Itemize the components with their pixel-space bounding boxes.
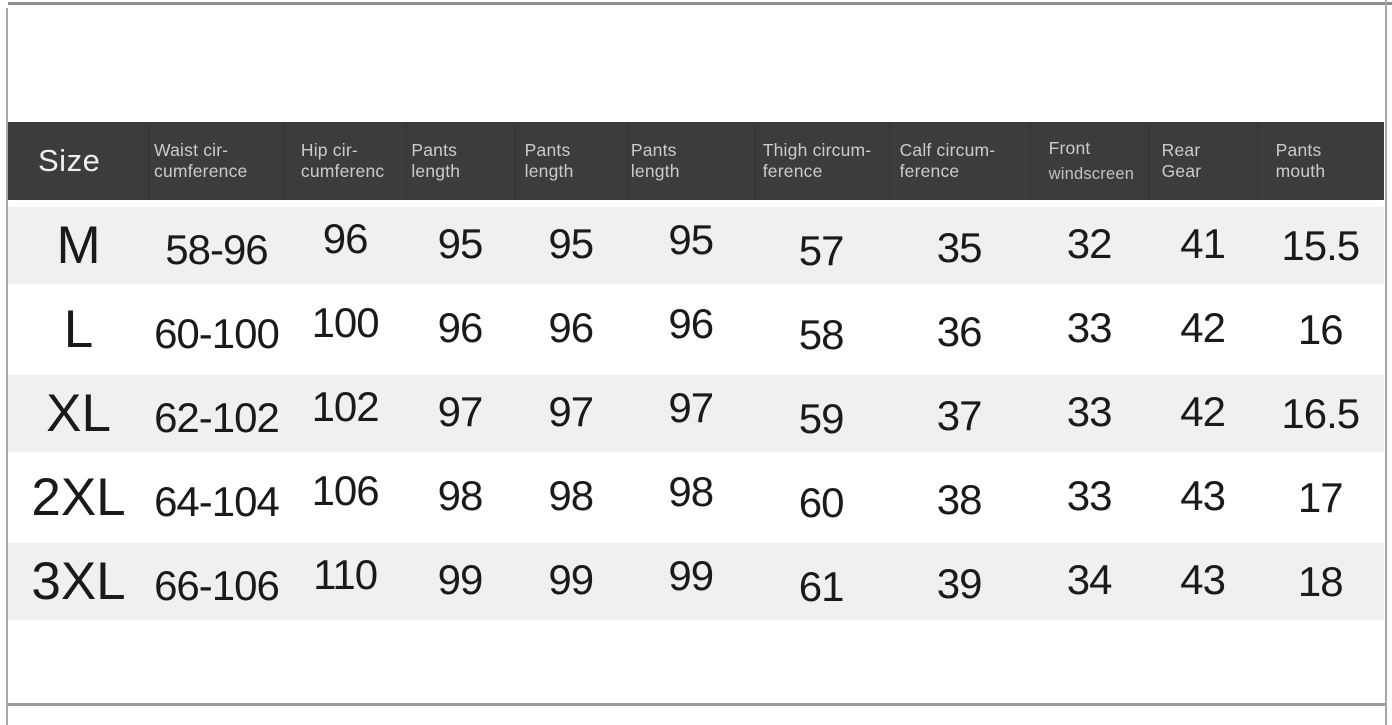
row-size-label: M [56, 216, 101, 275]
header-rear-gear [1149, 122, 1257, 200]
table-row-3xl [8, 543, 1384, 620]
header-thigh-circumference [754, 122, 889, 200]
table-row-m [8, 207, 1384, 284]
cell-waist: 60-100 [154, 309, 279, 357]
cell-pants-mouth: 16.5 [1281, 389, 1360, 437]
cell-pants-length-3: 99 [668, 551, 714, 599]
header-line: mouth [1275, 161, 1326, 181]
cell-thigh: 61 [798, 562, 844, 610]
cell-calf: 39 [936, 559, 982, 607]
row-size-label: 3XL [31, 552, 126, 611]
cell-hip: 106 [311, 466, 379, 514]
cell-rear-gear: 43 [1180, 471, 1225, 519]
top-border-line [8, 2, 1392, 5]
cell-front-windscreen: 33 [1066, 303, 1112, 351]
header-line: ference [762, 161, 823, 181]
cell-pants-mouth: 16 [1297, 305, 1343, 353]
cell-waist: 64-104 [154, 477, 279, 525]
table-header-row [8, 122, 1384, 200]
row-size-label: L [63, 300, 94, 359]
cell-waist: 66-106 [154, 561, 279, 609]
header-size [8, 122, 149, 200]
header-calf-circumference [889, 122, 1030, 200]
cell-pants-length-3: 96 [668, 299, 714, 347]
header-line: Thigh circum- [762, 139, 872, 160]
cell-pants-mouth: 17 [1297, 473, 1343, 521]
header-line: Gear [1161, 161, 1202, 181]
cell-pants-length-2: 98 [548, 471, 594, 519]
cell-hip: 100 [311, 298, 379, 346]
header-pants-length-3 [628, 122, 754, 200]
cell-calf: 36 [936, 307, 982, 355]
header-line: Pants [1275, 139, 1322, 160]
table-row-2xl [8, 459, 1384, 536]
header-line: length [630, 161, 680, 181]
cell-rear-gear: 41 [1180, 219, 1225, 267]
header-line: windscreen [1048, 165, 1135, 184]
header-size-label: Size [38, 143, 101, 179]
cell-pants-length-2: 99 [548, 555, 594, 603]
cell-calf: 35 [936, 223, 982, 271]
row-size-label: 2XL [31, 468, 126, 527]
cell-hip: 110 [313, 550, 378, 598]
cell-pants-length-1: 95 [437, 219, 483, 267]
cell-front-windscreen: 33 [1066, 471, 1112, 519]
cell-front-windscreen: 33 [1066, 387, 1112, 435]
cell-pants-length-2: 95 [548, 219, 594, 267]
cell-pants-length-2: 96 [548, 303, 594, 351]
cell-pants-length-3: 98 [668, 467, 714, 515]
header-line: cumference [154, 161, 248, 181]
cell-hip: 96 [322, 214, 368, 262]
header-waist-circumference [149, 122, 284, 200]
cell-pants-length-1: 97 [437, 387, 483, 435]
cell-pants-length-1: 96 [437, 303, 483, 351]
header-pants-length-1 [406, 122, 513, 200]
cell-pants-mouth: 15.5 [1281, 221, 1360, 269]
cell-pants-length-3: 95 [668, 215, 714, 263]
header-front-windscreen [1030, 122, 1149, 200]
cell-pants-length-3: 97 [668, 383, 714, 431]
header-line: Calf circum- [899, 139, 996, 160]
cell-pants-mouth: 18 [1297, 557, 1343, 605]
table-row-l [8, 291, 1384, 368]
header-line: cumferenc [300, 161, 385, 181]
header-line: Pants [411, 139, 458, 160]
cell-rear-gear: 43 [1180, 555, 1225, 603]
header-line: Pants [630, 139, 677, 160]
header-line: ference [899, 161, 960, 181]
cell-calf: 38 [936, 475, 982, 523]
cell-thigh: 58 [798, 310, 844, 358]
header-line: Pants [524, 139, 571, 160]
cell-pants-length-1: 98 [437, 471, 483, 519]
cell-calf: 37 [936, 391, 982, 439]
cell-pants-length-1: 99 [437, 555, 483, 603]
cell-thigh: 59 [798, 394, 844, 442]
cell-rear-gear: 42 [1180, 387, 1225, 435]
header-pants-mouth [1257, 122, 1384, 200]
cell-waist: 58-96 [165, 225, 268, 273]
size-chart-table [8, 122, 1384, 627]
header-line: Front [1048, 137, 1091, 158]
header-line: length [524, 161, 574, 181]
cell-front-windscreen: 34 [1066, 555, 1112, 603]
cell-waist: 62-102 [154, 393, 279, 441]
cell-thigh: 57 [798, 226, 844, 274]
header-line: length [411, 161, 461, 181]
header-hip-circumference [284, 122, 406, 200]
header-line: Rear [1161, 139, 1201, 160]
bottom-border-line [8, 703, 1385, 706]
header-pants-length-2 [514, 122, 628, 200]
table-row-xl [8, 375, 1384, 452]
cell-rear-gear: 42 [1180, 303, 1225, 351]
cell-pants-length-2: 97 [548, 387, 594, 435]
cell-thigh: 60 [798, 478, 844, 526]
right-border-line [1385, 0, 1387, 725]
header-line: Hip cir- [300, 139, 358, 160]
cell-front-windscreen: 32 [1066, 219, 1112, 267]
header-line: Waist cir- [154, 139, 229, 160]
row-size-label: XL [46, 384, 111, 443]
cell-hip: 102 [311, 382, 379, 430]
